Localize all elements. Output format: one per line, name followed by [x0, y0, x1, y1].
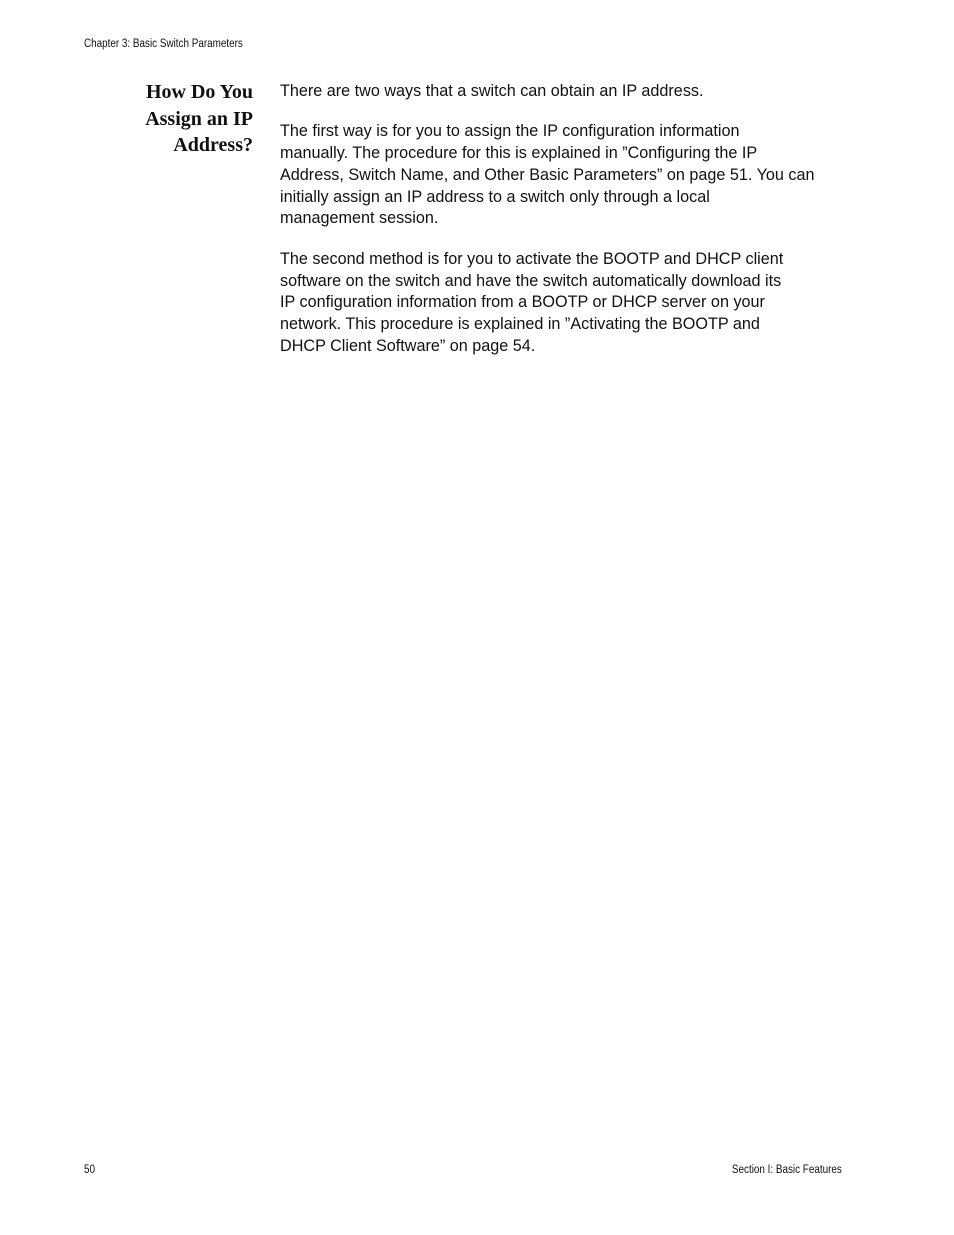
text-line: Address, Switch Name, and Other Basic Parameters” on page 51. You can: [280, 165, 815, 184]
text-line: There are two ways that a switch can obtain an IP address.: [280, 82, 704, 100]
paragraph-bootp-method: [280, 249, 842, 358]
paragraph-manual-method: [280, 121, 842, 230]
text-line: manually. The procedure for this is explained in ”Configuring the IP: [280, 144, 758, 163]
section-heading-line: How Do You: [145, 81, 253, 103]
body-text: [280, 81, 842, 376]
section-heading: [84, 79, 253, 159]
section-heading-line: Assign an IP: [145, 107, 253, 130]
text-line: network. This procedure is explained in ”Activating the BOOTP and: [280, 315, 760, 334]
paragraph-intro: [280, 81, 842, 103]
text-line: The second method is for you to activate the BOOTP and DHCP client: [280, 249, 784, 268]
running-header: Chapter 3: Basic Switch Parameters: [84, 38, 243, 50]
page-number: 50: [84, 1164, 96, 1176]
section-heading-line: Address?: [173, 134, 253, 156]
text-line: The first way is for you to assign the IP configuration information: [280, 122, 740, 141]
text-line: initially assign an IP address to a switch only through a local: [280, 187, 710, 206]
text-line: IP configuration information from a BOOTP or DHCP server on your: [280, 293, 765, 312]
footer-section-label: Section I: Basic Features: [732, 1164, 842, 1176]
text-line: software on the switch and have the switch automatically download its: [280, 271, 782, 290]
text-line: management session.: [280, 209, 439, 228]
text-line: DHCP Client Software” on page 54.: [280, 336, 536, 355]
